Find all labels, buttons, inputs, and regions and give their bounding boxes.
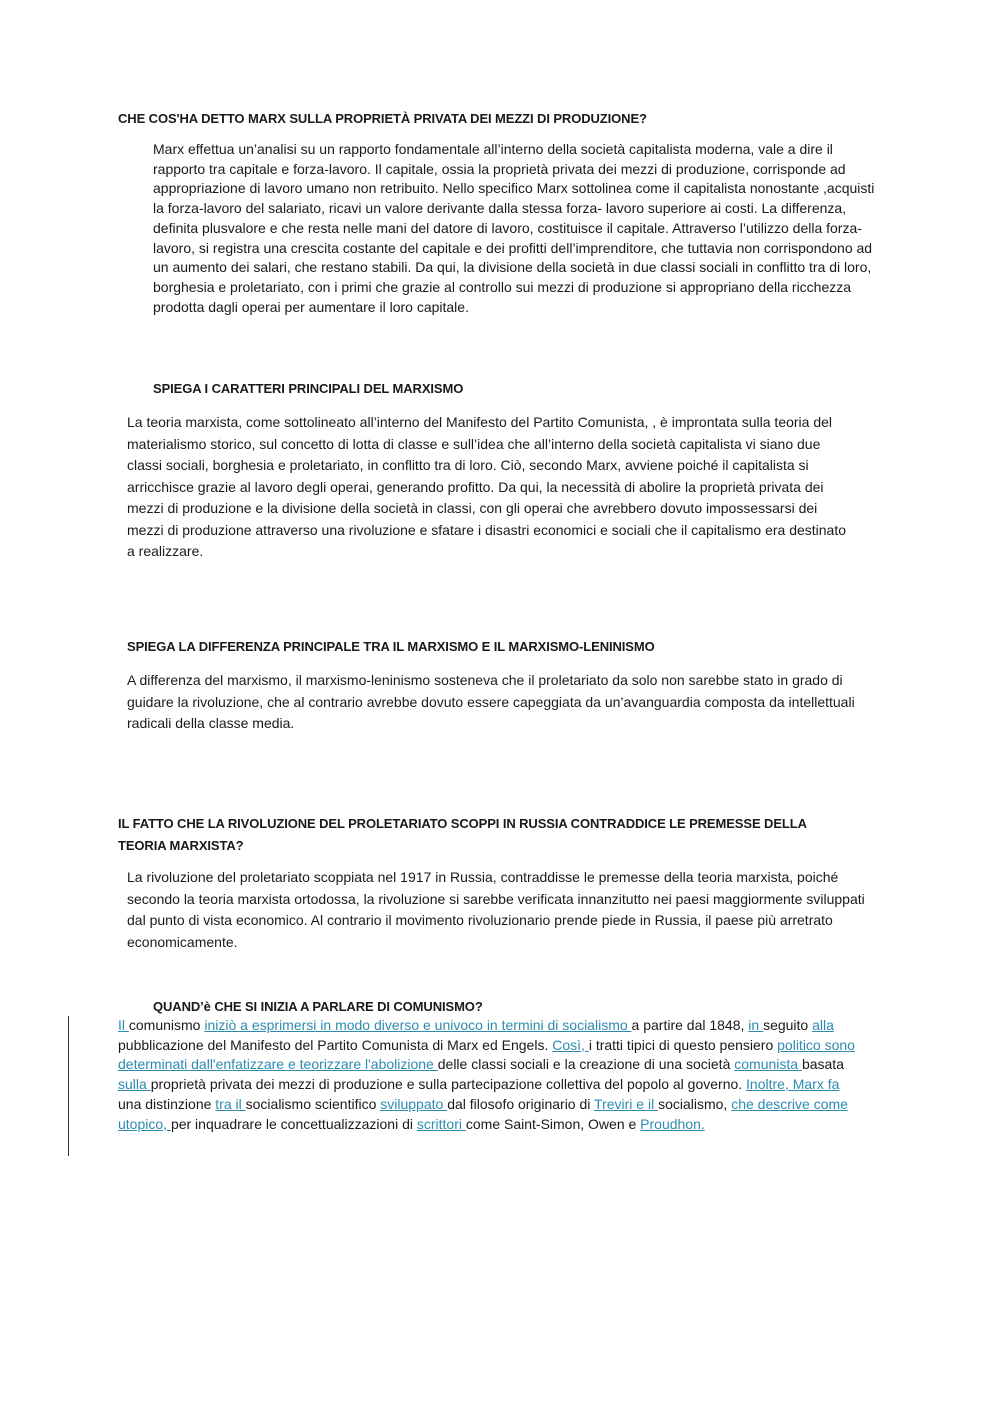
body-text: pubblicazione del Manifesto del Partito Comunista di Marx ed Engels. bbox=[118, 1036, 553, 1053]
section-4-body: La rivoluzione del proletariato scoppiata nel 1917 in Russia, contraddisse le premesse della teoria marxista, poiché secondo la teoria marxista ortodossa, la rivoluzione si sarebbe verificata innanzitutto nei paesi maggiormente sviluppati dal punto di vista economico. Al contrario il movimento rivoluzionario prende piede in Russia, il paese più arretrato economicamente. bbox=[127, 869, 865, 950]
body-text: socialismo, bbox=[658, 1095, 732, 1112]
body-text: dal filosofo originario di bbox=[447, 1095, 595, 1112]
body-text: delle classi sociali e la creazione di una società bbox=[437, 1056, 735, 1073]
section-4-heading: IL FATTO CHE LA RIVOLUZIONE DEL PROLETARIATO SCOPPI IN RUSSIA CONTRADDICE LE PREMESSE DELLA TEORIA MARXISTA? bbox=[118, 816, 807, 853]
body-text: per inquadrare le concettualizzazioni di bbox=[170, 1115, 417, 1132]
inline-link[interactable]: politico sono determinati dall'enfatizzare e teorizzare l'abolizione bbox=[118, 1036, 855, 1073]
inline-link[interactable]: sulla bbox=[118, 1076, 151, 1093]
section-5-body bbox=[118, 1016, 860, 1134]
body-text: come Saint-Simon, Owen e bbox=[465, 1115, 641, 1132]
body-text: comunismo bbox=[128, 1017, 205, 1033]
inline-link[interactable]: in bbox=[748, 1017, 764, 1033]
revision-bar bbox=[68, 1016, 69, 1156]
section-1-heading: CHE COS'HA DETTO MARX SULLA PROPRIETÀ PRIVATA DEI MEZZI DI PRODUZIONE? bbox=[118, 111, 647, 126]
body-text: socialismo scientifico bbox=[245, 1095, 381, 1112]
body-text: seguito bbox=[763, 1017, 813, 1033]
inline-link[interactable]: scrittori bbox=[416, 1115, 466, 1132]
inline-link[interactable]: alla bbox=[812, 1017, 834, 1033]
body-text: proprietà privata dei mezzi di produzione e sulla partecipazione collettiva del popolo al governo. bbox=[150, 1076, 747, 1093]
inline-link[interactable]: sviluppato bbox=[380, 1095, 448, 1112]
body-text: a partire dal 1848, bbox=[631, 1017, 749, 1033]
body-text: i tratti tipici di questo pensiero bbox=[588, 1036, 778, 1053]
inline-link[interactable]: Così, bbox=[552, 1036, 589, 1053]
inline-link[interactable]: che descrive come utopico, bbox=[118, 1095, 848, 1132]
body-text: una distinzione bbox=[118, 1095, 216, 1112]
section-3-body: A differenza del marxismo, il marxismo-leninismo sosteneva che il proletariato da solo non sarebbe stato in grado di guidare la rivoluzione, che al contrario avrebbe dovuto essere capeggiata da un’avanguardia composta da intellettuali radicali della classe media. bbox=[127, 672, 855, 731]
body-text: basata bbox=[801, 1056, 844, 1073]
inline-link[interactable]: Proudhon. bbox=[640, 1115, 705, 1132]
inline-link[interactable]: Il bbox=[118, 1017, 129, 1033]
section-2-heading: SPIEGA I CARATTERI PRINCIPALI DEL MARXISMO bbox=[153, 381, 464, 396]
inline-link[interactable]: Treviri e il bbox=[594, 1095, 659, 1112]
inline-link[interactable]: tra il bbox=[215, 1095, 246, 1112]
inline-link[interactable]: comunista bbox=[734, 1056, 802, 1073]
inline-link[interactable]: Inoltre, Marx fa bbox=[746, 1076, 840, 1093]
section-3-heading: SPIEGA LA DIFFERENZA PRINCIPALE TRA IL MARXISMO E IL MARXISMO-LENINISMO bbox=[127, 639, 655, 654]
section-2-body: La teoria marxista, come sottolineato all’interno del Manifesto del Partito Comunista, , è improntata sulla teoria del materialismo storico, sul concetto di lotta di classe e sull’idea che all’interno della società capitalista vi siano due classi sociali, borghesia e proletariato, in conflitto tra di loro. Ciò, secondo Marx, avviene poiché il capitalista si arricchisce grazie al lavoro degli operai, generando profitto. Da qui, la necessità di abolire la proprietà privata dei mezzi di produzione e la divisione della società in classi, con gli operai che avrebbero dovuto impossessarsi dei mezzi di produzione attraverso una rivoluzione e sfatare i disastri economici e sociali che il capitalismo era destinato a realizzare. bbox=[127, 414, 847, 559]
inline-link[interactable]: iniziò a esprimersi in modo diverso e univoco in termini di socialismo bbox=[204, 1017, 632, 1033]
section-1-body: Marx effettua un’analisi su un rapporto fondamentale all’interno della società capitalista moderna, vale a dire il rapporto tra capitale e forza-lavoro. Il capitale, ossia la proprietà privata dei mezzi di produzione, corrisponde ad appropriazione di lavoro umano non retribuito. Nello specifico Marx sottolinea come il capitalista nonostante ,acquisti la forza-lavoro del salariato, ricavi un valore derivante dalla stessa forza- lavoro superiore ai costi. La differenza, definita plusvalore e che resta nelle mani del datore di lavoro, costituisce il capitale. Attraverso l’utilizzo della forza-lavoro, si registra una crescita costante del capitale e dei profitti dell’imprenditore, che tuttavia non corrispondono ad un aumento dei salari, che restano stabili. Da qui, la divisione della società in due classi sociali in conflitto tra di loro, borghesia e proletariato, con i primi che grazie al controllo sui mezzi di produzione si appropriano della ricchezza prodotta dagli operai per aumentare il loro capitale. bbox=[153, 141, 875, 315]
section-5-heading: QUAND’è CHE SI INIZIA A PARLARE DI COMUNISMO? bbox=[153, 999, 483, 1014]
